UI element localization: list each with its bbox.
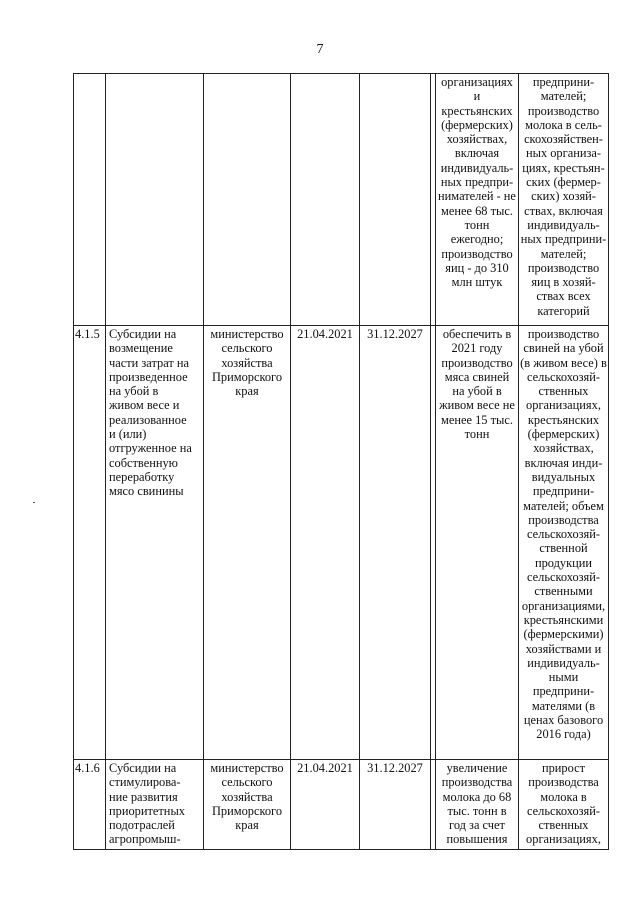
cell-text-line: организациях, — [526, 832, 601, 847]
cell-responsible — [204, 760, 291, 850]
cell-start-date: 21.04.2021 — [291, 326, 360, 760]
cell-text-line: ных предпри- — [440, 175, 514, 190]
cell-text-line: мателями (в — [531, 698, 596, 713]
cell-text-line: края — [235, 818, 259, 833]
cell-text-line: (фермерских) — [527, 427, 600, 442]
page-number: 7 — [316, 42, 324, 57]
cell-text-line: ственными — [534, 584, 593, 599]
cell-text-line: сельскохозяй- — [526, 527, 601, 542]
cell-text-line: подотраслей — [109, 818, 175, 833]
cell-text-line: министерство — [210, 327, 284, 341]
cell-indicator — [519, 326, 609, 760]
cell-text-line: 2016 года) — [536, 727, 591, 742]
cell-text-line: агропромыш- — [109, 832, 181, 847]
cell-text-line: индивидуаль- — [440, 160, 514, 175]
cell-text-line: Субсидии на — [109, 327, 177, 341]
cell-text-line: организациях, — [526, 398, 601, 413]
cell-text-line: включая инди- — [524, 455, 603, 470]
cell-text-line: ных организа- — [525, 146, 601, 161]
cell-text-line: хозяйствах, — [446, 132, 508, 147]
cell-text-line: (в живом весе) в — [520, 355, 607, 370]
cell-responsible — [204, 74, 291, 326]
cell-text-line: возмещение — [109, 341, 173, 356]
cell-end-date — [360, 74, 431, 326]
cell-text-line: производство — [441, 355, 513, 370]
cell-text-line: продукции — [534, 555, 593, 570]
cell-text-line: Приморского — [211, 369, 283, 384]
cell-text-line: края — [235, 384, 259, 399]
table-row-continuation — [74, 74, 609, 326]
cell-text-line: ние развития — [109, 789, 178, 804]
cell-text-line: мяса свиней — [444, 369, 510, 384]
cell-text-line: сельскохозяй- — [526, 803, 601, 818]
cell-text-line: сельскохозяй- — [526, 570, 601, 585]
cell-text-line: Субсидии на — [109, 761, 177, 775]
cell-text-line: ежегодно; — [450, 232, 504, 247]
cell-text-line: (фермерскими) — [523, 627, 604, 642]
cell-text-line: организациями, — [521, 598, 606, 613]
cell-text-line: хозяйствах, — [533, 441, 594, 456]
cell-text-line: обеспечить в — [442, 327, 512, 341]
cell-text-line: хозяйства — [221, 355, 273, 370]
cell-text-line: хозяйства — [221, 789, 273, 804]
cell-text-line: Приморского — [211, 803, 283, 818]
cell-text-line: ственных — [538, 384, 589, 399]
cell-text-line: менее 15 тыс. — [441, 412, 513, 427]
cell-text-line: предприни- — [532, 75, 595, 89]
cell-text-line: хозяйствами и — [525, 641, 602, 656]
cell-end-date: 31.12.2027 — [360, 760, 431, 850]
cell-expected-result — [436, 760, 519, 850]
cell-text-line: 2021 году — [451, 341, 503, 356]
cell-text-line: живом весе и — [109, 398, 180, 413]
cell-text-line: нимателей - не — [438, 189, 516, 204]
cell-text-line: мателей; — [540, 89, 587, 104]
cell-text-line: переработку — [109, 469, 175, 484]
cell-text-line: производство — [527, 103, 600, 118]
cell-text-line: молока в сель- — [525, 117, 602, 132]
cell-text-line: отгруженное на — [109, 441, 192, 456]
cell-text-line: мателей; — [540, 246, 587, 261]
cell-text-line: увеличение — [446, 761, 508, 775]
cell-text-line: части затрат на — [109, 355, 190, 370]
cell-text-line: на убой в — [109, 384, 159, 399]
cell-measure-name — [106, 74, 204, 326]
cell-text-line: и — [473, 89, 481, 104]
cell-text-line: произведенное — [109, 369, 188, 384]
cell-text-line: видуальных — [531, 469, 596, 484]
cell-text-line: яиц в хозяй- — [531, 275, 596, 290]
cell-text-line: приоритетных — [109, 803, 185, 818]
cell-text-line: свиней на убой — [523, 341, 604, 356]
cell-text-line: молока в — [540, 789, 587, 804]
cell-text-line: крестьянских — [441, 103, 513, 118]
cell-text-line: (фермерских) — [441, 117, 513, 132]
cell-measure-name — [106, 760, 204, 850]
cell-text-line: индивидуаль- — [527, 655, 600, 670]
cell-text-line: повышения — [446, 832, 508, 847]
cell-text-line: ских (фермер- — [526, 175, 601, 190]
cell-text-line: мясо свинины — [109, 484, 184, 499]
cell-text-line: живом весе не — [439, 398, 515, 413]
cell-text-line: производства — [528, 775, 599, 790]
cell-text-line: сельского — [221, 341, 273, 356]
cell-start-date: 21.04.2021 — [291, 760, 360, 850]
cell-text-line: сельского — [221, 775, 273, 790]
cell-text-line: прирост — [541, 761, 586, 775]
cell-text-line: на убой в — [452, 384, 502, 399]
cell-text-line: ственной — [539, 541, 588, 556]
cell-indicator — [519, 74, 609, 326]
cell-text-line: производства — [528, 512, 599, 527]
cell-text-line: тонн — [464, 217, 490, 232]
cell-text-line: организациях — [441, 75, 513, 89]
cell-text-line: индивидуаль- — [527, 217, 600, 232]
cell-text-line: предприни- — [532, 684, 595, 699]
measures-table — [73, 73, 609, 850]
cell-text-line: молока до 68 — [442, 789, 512, 804]
cell-text-line: министерство — [210, 761, 284, 775]
cell-text-line: собственную — [109, 455, 178, 470]
cell-text-line: крестьянскими — [523, 612, 604, 627]
cell-text-line: яиц - до 310 — [445, 260, 509, 275]
cell-text-line: стимулирова- — [109, 775, 181, 790]
table-row-4-1-5 — [74, 326, 609, 760]
cell-text-line: производство — [527, 327, 600, 341]
cell-text-line: сельскохозяй- — [526, 369, 601, 384]
cell-text-line: ствах всех — [536, 289, 591, 304]
cell-text-line: производство — [527, 260, 600, 275]
cell-text-line: ценах базового — [523, 713, 604, 728]
cell-text-line: менее 68 тыс. — [441, 203, 513, 218]
cell-text-line: предприни- — [532, 484, 595, 499]
cell-text-line: крестьянских — [527, 412, 600, 427]
cell-number: 4.1.6 — [74, 760, 106, 850]
cell-text-line: млн штук — [451, 275, 503, 290]
cell-text-line: ских) хозяй- — [531, 189, 596, 204]
table-row-4-1-6 — [74, 760, 609, 850]
cell-text-line: производство — [441, 246, 513, 261]
cell-expected-result — [436, 74, 519, 326]
cell-text-line: мателей; объем — [523, 498, 604, 513]
cell-number: 4.1.5 — [74, 326, 106, 760]
cell-measure-name — [106, 326, 204, 760]
cell-end-date: 31.12.2027 — [360, 326, 431, 760]
cell-indicator — [519, 760, 609, 850]
cell-text-line: реализованное — [109, 412, 187, 427]
cell-responsible — [204, 326, 291, 760]
cell-text-line: ствах, включая — [524, 203, 603, 218]
cell-text-line: категорий — [537, 303, 590, 318]
cell-text-line: скохозяйствен- — [524, 132, 603, 147]
cell-text-line: производства — [441, 775, 513, 790]
cell-text-line: ственных — [538, 818, 589, 833]
cell-number — [74, 74, 106, 326]
cell-expected-result — [436, 326, 519, 760]
cell-text-line: циях, крестьян- — [522, 160, 605, 175]
cell-text-line: и (или) — [109, 427, 147, 442]
cell-text-line: ными — [548, 670, 579, 685]
cell-text-line: включая — [454, 146, 500, 161]
cell-text-line: тыс. тонн в — [447, 803, 507, 818]
cell-text-line: тонн — [464, 427, 490, 442]
cell-start-date — [291, 74, 360, 326]
cell-text-line: год за счет — [449, 818, 505, 833]
scan-artifact — [33, 502, 35, 503]
cell-text-line: ных предприни- — [520, 232, 607, 247]
